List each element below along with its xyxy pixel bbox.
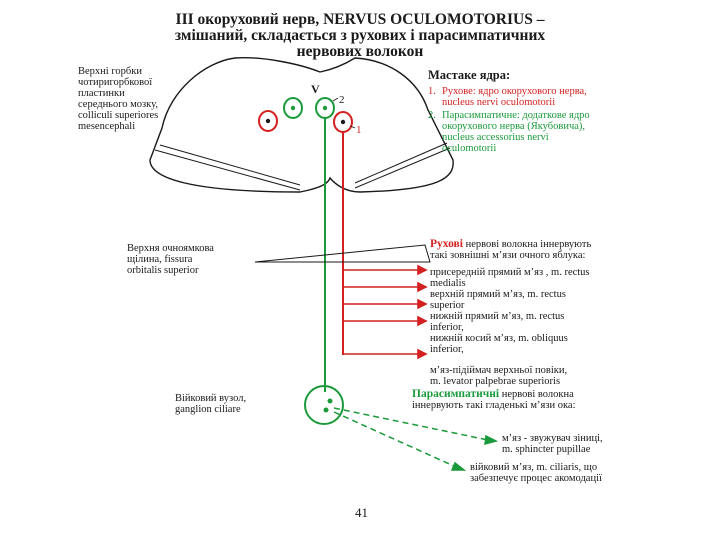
title-line-3: нервових волокон	[296, 43, 424, 60]
page-number: 41	[355, 505, 368, 520]
muscle-obliquus-inferior: нижній косий м’яз, m. obliquus inferior,	[430, 333, 568, 355]
marker-2: 2	[339, 94, 345, 106]
nuclei-heading: Мастаке ядра:	[428, 68, 511, 82]
muscle-levator: м’яз-підіймач верхньої повіки, m. levator palpebrae superioris	[430, 365, 568, 387]
muscle-rectus-medialis: присередній прямий м’яз , m. rectus medialis	[430, 267, 590, 289]
marker-1: 1	[356, 124, 362, 136]
nuclei-legend	[428, 68, 658, 154]
colliculi-label: Верхні горбки чотиригорбкової пластинки середнього мозку, colliculi superiores mesencephali	[78, 66, 159, 132]
muscle-ciliaris: війковий м’яз, m. ciliaris, що забезпечує процес акомодації	[470, 462, 602, 484]
parasym-word: Парасимпатичні	[412, 388, 500, 400]
marker-v: V	[311, 82, 320, 96]
parasym-fibers-text: Парасимпатичні нервові волокна іннервують такі гладенькі м’язи ока:	[412, 388, 576, 411]
nucleus-item-2: 2. Парасимпатичне: додаткове ядро окорухового нерва (Якубовича), nucleus accessorius nervi oculomotorii	[428, 110, 590, 154]
ganglion-label: Війковий вузол, ganglion ciliare	[175, 393, 247, 415]
fissure-label: Верхня очноямкова щілина, fissura orbitalis superior	[127, 243, 214, 276]
motor-word: Рухові	[430, 238, 463, 250]
muscle-rectus-inferior: нижній прямий м’яз, m. rectus inferior,	[430, 311, 565, 333]
muscle-rectus-superior: верхній прямий м’яз, m. rectus superior	[430, 289, 566, 311]
muscle-sphincter-pupillae: м’яз - звужувач зіниці, m. sphincter pupillae	[502, 433, 603, 455]
title-line-1: ІІІ окоруховий нерв, NERVUS OCULOMOTORIUS –	[175, 11, 545, 28]
nucleus-item-1: 1. Рухове: ядро окорухового нерва, nucleus nervi oculomotorii	[428, 86, 587, 108]
title-line-2: змішаний, складається з рухових і парасимпатичних	[174, 27, 546, 44]
motor-fibers-text: Рухові нервові волокна іннервують такі зовнішні м’язи очного яблука: присередній прямий м’яз , m. rectus medialis верхній прямий м’яз, m. rectus superior нижній прямий м’яз, m. rectus inferior, нижній косий м’яз, m. obliquus inferior, м’яз-підіймач верхньої повіки, m. levator palpebrae superioris	[430, 239, 670, 387]
midbrain-outline	[150, 58, 453, 192]
